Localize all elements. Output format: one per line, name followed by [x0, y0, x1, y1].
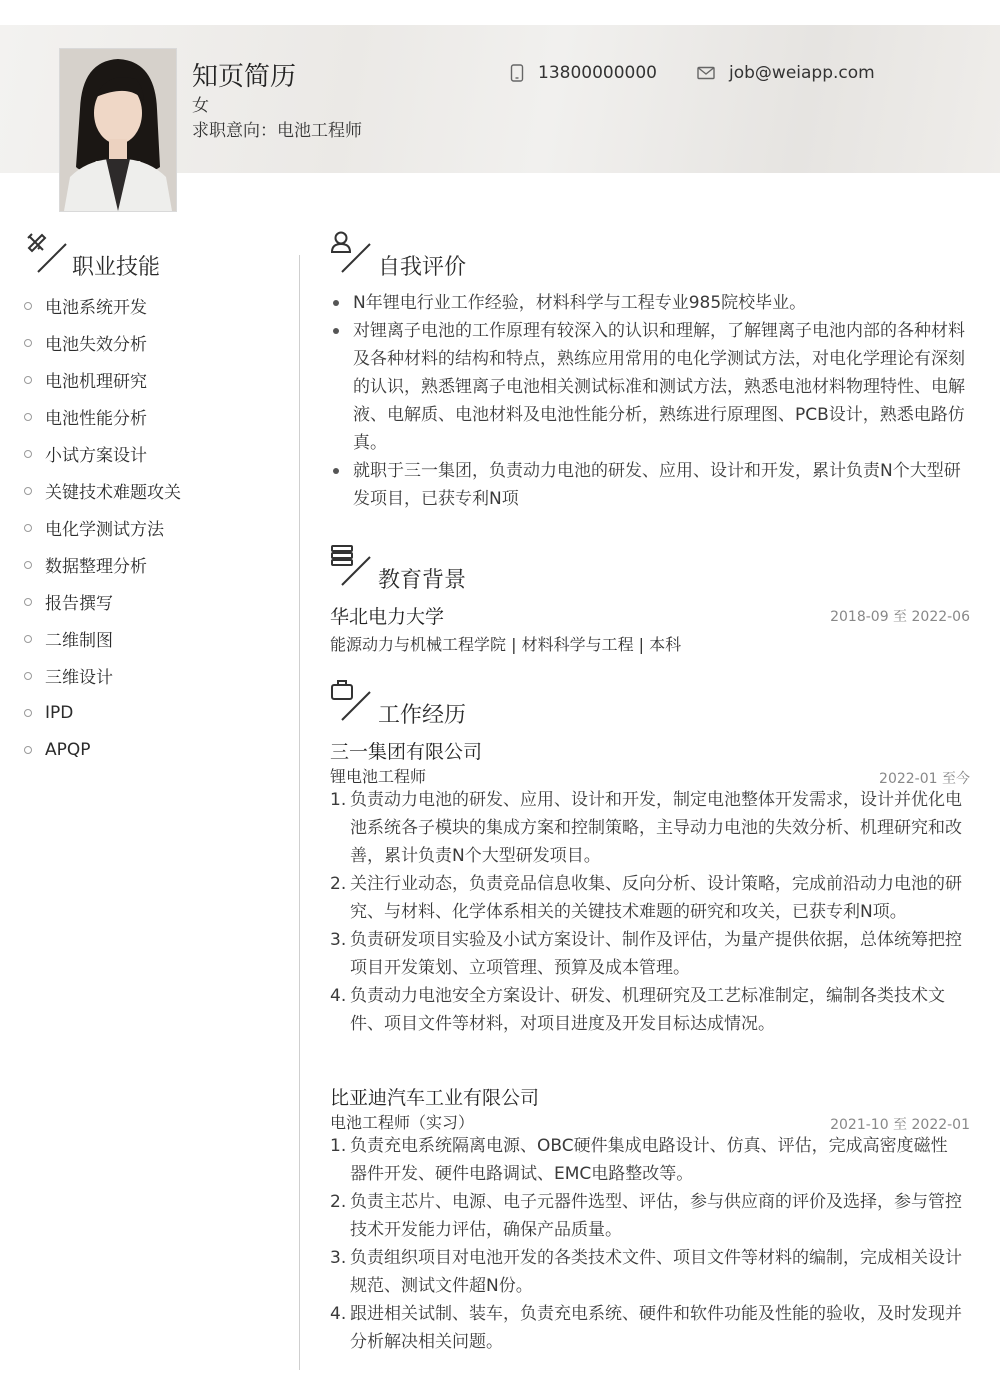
- bullet-icon: [24, 709, 32, 717]
- job-intent: 求职意向：电池工程师: [192, 121, 362, 141]
- bullet-icon: [24, 672, 32, 680]
- job-date: 2022-01 至今: [879, 771, 970, 787]
- column-divider: [299, 255, 300, 1370]
- education-title: 教育背景: [378, 568, 467, 593]
- book-stack-icon: [330, 543, 374, 587]
- list-item: 电池性能分析: [24, 398, 181, 435]
- list-item: 报告撰写: [24, 583, 181, 620]
- list-item: 电池机理研究: [24, 361, 181, 398]
- mobile-phone-icon: [510, 64, 524, 82]
- bullet-icon: [24, 561, 32, 569]
- bullet-icon: [24, 487, 32, 495]
- company-name: 三一集团有限公司: [330, 741, 483, 763]
- list-item: 2. 负责主芯片、电源、电子元器件选型、评估，参与供应商的评价及选择，参与管控技术开发能力评估，确保产品质量。: [330, 1192, 962, 1240]
- school-name: 华北电力大学: [330, 606, 445, 628]
- bullet-icon: [24, 635, 32, 643]
- bullet-icon: [24, 524, 32, 532]
- bullet-icon: [24, 302, 32, 310]
- list-item: 就职于三一集团，负责动力电池的研发、应用、设计和开发，累计负责N个大型研发项目，已获专利N项: [330, 457, 968, 513]
- self-evaluation-title: 自我评价: [378, 255, 467, 280]
- list-item: 关键技术难题攻关: [24, 472, 181, 509]
- list-item: 数据整理分析: [24, 546, 181, 583]
- job-date: 2021-10 至 2022-01: [830, 1117, 970, 1133]
- bullet-icon: [24, 746, 32, 754]
- profile-photo: [59, 48, 177, 212]
- list-item: 对锂离子电池的工作原理有较深入的认识和理解，了解锂离子电池内部的各种材料及各种材料的结构和特点，熟练应用常用的电化学测试方法，对电化学理论有深刻的认识，熟悉锂离子电池相关测试标准和测试方法，熟悉电池材料物理特性、电解液、电解质、电池材料及电池性能分析，熟练进行原理图、PCB设计，熟悉电路仿真。: [330, 317, 968, 457]
- list-item: 1. 负责充电系统隔离电源、OBC硬件集成电路设计、仿真、评估，完成高密度磁性器件开发、硬件电路调试、EMC电路整改等。: [330, 1136, 948, 1184]
- self-evaluation-list: [330, 289, 968, 513]
- list-item: N年锂电行业工作经验，材料科学与工程专业985院校毕业。: [330, 289, 968, 317]
- education-detail: 能源动力与机械工程学院 | 材料科学与工程 | 本科: [330, 635, 682, 654]
- bullet-icon: [24, 598, 32, 606]
- list-item: 3. 负责组织项目对电池开发的各类技术文件、项目文件等材料的编制，完成相关设计规范、测试文件超N份。: [330, 1248, 962, 1296]
- job-role: 锂电池工程师: [330, 767, 427, 786]
- email-address: job@weiapp.com: [729, 63, 875, 83]
- list-item: 二维制图: [24, 620, 181, 657]
- briefcase-icon: [330, 678, 374, 722]
- list-item: IPD: [24, 694, 181, 731]
- job-duties-list: [330, 786, 964, 1038]
- company-name: 比亚迪汽车工业有限公司: [330, 1087, 540, 1109]
- list-item: 2. 关注行业动态，负责竞品信息收集、反向分析、设计策略，完成前沿动力电池的研究、与材料、化学体系相关的关键技术难题的研究和攻关，已获专利N项。: [330, 874, 962, 922]
- email-contact: [697, 63, 875, 83]
- list-item: 4. 跟进相关试制、装车，负责充电系统、硬件和软件功能及性能的验收，及时发现并分析解决相关问题。: [330, 1304, 962, 1352]
- skills-list: [24, 287, 181, 768]
- candidate-name: 知页简历: [192, 62, 297, 92]
- skills-title: 职业技能: [72, 255, 161, 280]
- person-icon: [330, 230, 374, 274]
- list-item: 电化学测试方法: [24, 509, 181, 546]
- bullet-icon: [24, 413, 32, 421]
- bullet-icon: [24, 376, 32, 384]
- job-role: 电池工程师（实习）: [330, 1113, 475, 1132]
- education-date: 2018-09 至 2022-06: [830, 609, 970, 625]
- work-title: 工作经历: [378, 703, 467, 728]
- envelope-icon: [697, 66, 715, 80]
- list-item: 电池失效分析: [24, 324, 181, 361]
- bullet-icon: [24, 339, 32, 347]
- phone-contact: [510, 63, 657, 83]
- candidate-gender: 女: [192, 96, 209, 116]
- list-item: 4. 负责动力电池安全方案设计、研发、机理研究及工艺标准制定，编制各类技术文件、项目文件等材料，对项目进度及开发目标达成情况。: [330, 986, 945, 1034]
- list-item: 3. 负责研发项目实验及小试方案设计、制作及评估，为量产提供依据，总体统筹把控项目开发策划、立项管理、预算及成本管理。: [330, 930, 962, 978]
- list-item: 三维设计: [24, 657, 181, 694]
- job-duties-list: [330, 1132, 964, 1356]
- list-item: 1. 负责动力电池的研发、应用、设计和开发，制定电池整体开发需求，设计并优化电池系统各子模块的集成方案和控制策略，主导动力电池的失效分析、机理研究和改善，累计负责N个大型研发项目。: [330, 790, 962, 866]
- bullet-icon: [24, 450, 32, 458]
- phone-number: 13800000000: [538, 63, 657, 83]
- tools-icon: [26, 232, 70, 274]
- list-item: 电池系统开发: [24, 287, 181, 324]
- list-item: 小试方案设计: [24, 435, 181, 472]
- list-item: APQP: [24, 731, 181, 768]
